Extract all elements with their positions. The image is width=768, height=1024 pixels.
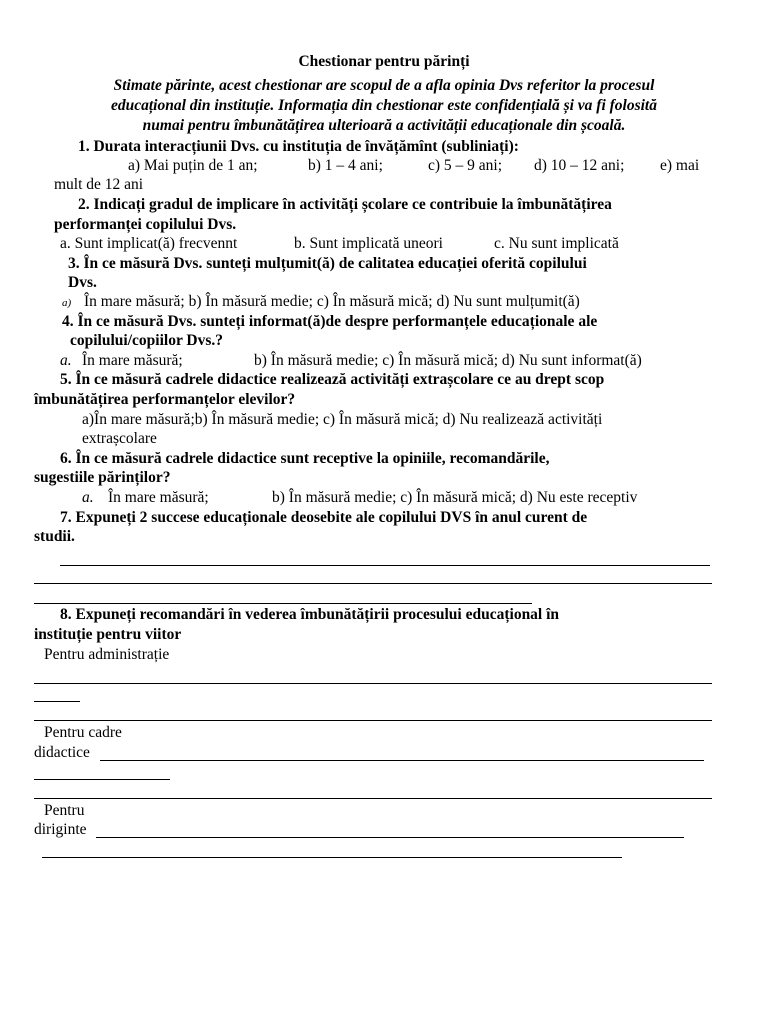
q8-dirig-label-2: diriginte <box>34 821 87 838</box>
q6-options-rest[interactable]: b) În măsură medie; c) În măsură mică; d) Nu este receptiv <box>272 489 638 506</box>
q8-cadre-line-3[interactable] <box>34 798 712 799</box>
q4-question-line-1: 4. În ce măsură Dvs. sunteți informat(ă)de despre performanțele educaționale ale <box>62 313 598 330</box>
q8-admin-line-2[interactable] <box>34 701 80 702</box>
q8-cadre-label-1: Pentru cadre <box>44 724 122 741</box>
q6-option-a[interactable]: În mare măsură; <box>108 489 209 506</box>
q8-dirig-label-1: Pentru <box>44 802 85 819</box>
q1-option-d[interactable]: d) 10 – 12 ani; <box>534 157 625 174</box>
q8-admin-label: Pentru administrație <box>44 646 170 663</box>
q3-option-marker: a) <box>62 297 72 309</box>
q1-option-b[interactable]: b) 1 – 4 ani; <box>308 157 383 174</box>
q8-cadre-line-2[interactable] <box>34 779 170 780</box>
q1-question: 1. Durata interacțiunii Dvs. cu instituția de învățămînt (subliniați): <box>78 138 519 155</box>
page-title: Chestionar pentru părinți <box>298 53 470 70</box>
q8-dirig-line-1[interactable] <box>96 837 684 838</box>
q7-answer-line-3[interactable] <box>34 603 532 604</box>
q1-option-e-cont: mult de 12 ani <box>54 176 144 193</box>
q8-cadre-line-1[interactable] <box>100 760 704 761</box>
intro-line-3: numai pentru îmbunătățirea ulterioară a activității educaționale din școală. <box>142 117 626 134</box>
q6-question-line-1: 6. În ce măsură cadrele didactice sunt receptive la opiniile, recomandările, <box>60 450 550 467</box>
q4-options-rest[interactable]: b) În măsură medie; c) În măsură mică; d) Nu sunt informat(ă) <box>254 352 642 369</box>
q2-question-line-1: 2. Indicați gradul de implicare în activități școlare ce contribuie la îmbunătățirea <box>78 196 612 213</box>
q7-answer-line-1[interactable] <box>60 565 710 566</box>
q2-option-b[interactable]: b. Sunt implicată uneori <box>294 235 443 252</box>
q8-admin-line-1[interactable] <box>34 683 712 684</box>
q4-question-line-2: copilului/copiilor Dvs.? <box>70 332 224 349</box>
q3-question-line-2: Dvs. <box>68 274 97 291</box>
q7-question-line-1: 7. Expuneți 2 succese educaționale deosebite ale copilului DVS în anul curent de <box>60 509 588 526</box>
q8-question-line-1: 8. Expuneți recomandări în vederea îmbunătățirii procesului educațional în <box>60 606 560 623</box>
q1-option-c[interactable]: c) 5 – 9 ani; <box>428 157 503 174</box>
intro-line-2: educațional din instituție. Informația din chestionar este confidențială și va fi folosită <box>111 97 657 114</box>
q4-option-marker: a. <box>60 352 72 369</box>
q6-question-line-2: sugestiile părinților? <box>34 469 171 486</box>
q1-option-a[interactable]: a) Mai puțin de 1 an; <box>128 157 258 174</box>
q7-question-line-2: studii. <box>34 528 75 545</box>
q5-options-cont: extrașcolare <box>82 430 157 447</box>
q2-option-a[interactable]: a. Sunt implicat(ă) frecvennt <box>60 235 238 252</box>
q6-option-marker: a. <box>82 489 94 506</box>
q3-question-line-1: 3. În ce măsură Dvs. sunteți mulțumit(ă) de calitatea educației oferită copilului <box>68 255 587 272</box>
q8-admin-line-3[interactable] <box>34 720 712 721</box>
q5-options[interactable]: a)În mare măsură;b) În măsură medie; c) În măsură mică; d) Nu realizează activități <box>82 411 603 428</box>
q5-question-line-2: îmbunătățirea performanțelor elevilor? <box>34 391 296 408</box>
q8-cadre-label-2: didactice <box>34 744 90 761</box>
q7-answer-line-2[interactable] <box>34 583 712 584</box>
q1-option-e[interactable]: e) mai <box>660 157 700 174</box>
q2-question-line-2: performanței copilului Dvs. <box>54 216 237 233</box>
q8-dirig-line-2[interactable] <box>42 857 622 858</box>
q4-option-a[interactable]: În mare măsură; <box>82 352 183 369</box>
q3-options[interactable]: În mare măsură; b) În măsură medie; c) În măsură mică; d) Nu sunt mulțumit(ă) <box>84 293 580 310</box>
q8-question-line-2: instituție pentru viitor <box>34 626 182 643</box>
q2-option-c[interactable]: c. Nu sunt implicată <box>494 235 619 252</box>
q5-question-line-1: 5. În ce măsură cadrele didactice realizează activități extrașcolare ce au drept scop <box>60 371 605 388</box>
intro-line-1: Stimate părinte, acest chestionar are scopul de a afla opinia Dvs referitor la procesul <box>113 77 655 94</box>
